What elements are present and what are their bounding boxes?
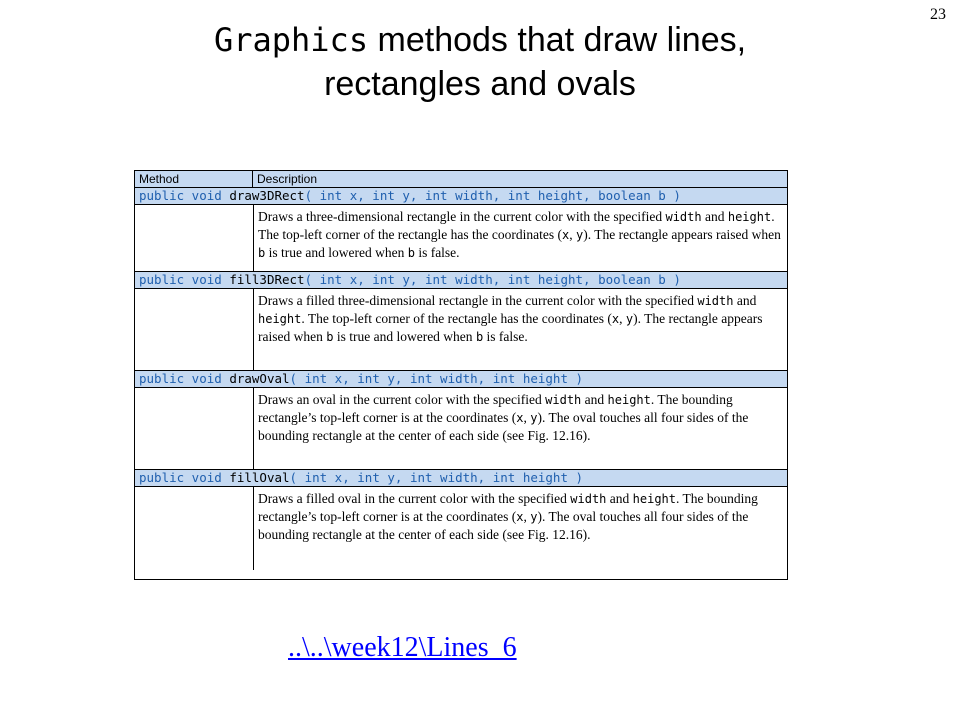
method-signature-row: [135, 470, 787, 487]
title-line-1-text: methods that draw lines,: [368, 21, 747, 59]
empty-method-cell: [135, 388, 254, 469]
desc-code-run: width: [545, 393, 582, 407]
desc-text-run: is true and lowered when: [265, 245, 408, 261]
method-signature-row: [135, 371, 787, 388]
title-line-1: [0, 18, 960, 62]
desc-text-run: Draws a filled oval in the current color with the specified: [258, 491, 571, 506]
desc-code-run: x: [611, 312, 620, 327]
desc-code-run: height: [727, 210, 772, 224]
desc-text-run: is false.: [414, 245, 460, 261]
desc-code-run: height: [258, 312, 302, 327]
signature-prefix: public void: [139, 272, 230, 287]
desc-text-run: ,: [619, 311, 626, 327]
desc-text-run: . The top-left corner of the rectangle has the coordinates (: [258, 209, 775, 243]
desc-code-run: height: [632, 492, 677, 506]
desc-text-run: ). The rectangle appears raised when: [583, 227, 781, 243]
desc-text-run: and: [581, 392, 608, 407]
desc-text-run: and: [701, 209, 728, 224]
description-text: [254, 388, 787, 469]
description-text: [254, 205, 787, 271]
desc-text-run: is true and lowered when: [333, 329, 476, 345]
signature-args: ( int x, int y, int width, int height ): [289, 371, 584, 386]
desc-text-run: ). The rectangle appears raised when: [258, 311, 763, 345]
desc-text-run: and: [733, 293, 757, 308]
title-code-word: Graphics: [213, 21, 369, 59]
desc-text-run: . The bounding rectangle’s top-left corner is at the coordinates (: [258, 392, 733, 426]
empty-method-cell: [135, 289, 254, 370]
table-header: [135, 171, 787, 188]
desc-code-run: width: [697, 294, 734, 308]
signature-prefix: public void: [139, 371, 230, 386]
signature-method-name: fill3DRect: [229, 272, 305, 287]
desc-text-run: ,: [523, 410, 531, 426]
desc-code-run: width: [665, 210, 702, 224]
desc-text-run: ,: [569, 227, 576, 243]
signature-args: ( int x, int y, int width, int height ): [289, 470, 584, 485]
description-text: [254, 487, 787, 570]
description-row: [135, 487, 787, 570]
desc-text-run: is false.: [483, 329, 528, 345]
description-row: [135, 388, 787, 470]
desc-text-run: ,: [523, 509, 531, 525]
header-description: Description: [257, 172, 318, 186]
description-row: [135, 289, 787, 371]
desc-code-run: x: [516, 510, 524, 525]
empty-method-cell: [135, 487, 254, 570]
desc-text-run: Draws a three-dimensional rectangle in the current color with the specified: [258, 209, 666, 224]
desc-code-run: b: [326, 330, 334, 345]
slide-title: [0, 18, 960, 106]
desc-code-run: b: [475, 330, 484, 345]
header-method: Method: [135, 171, 253, 187]
desc-code-run: x: [562, 228, 570, 243]
lines-file-link[interactable]: ..\..\week12\Lines_6: [288, 632, 517, 663]
signature-prefix: public void: [139, 470, 230, 485]
description-text: [254, 289, 787, 370]
desc-text-run: . The top-left corner of the rectangle has the coordinates (: [301, 311, 612, 327]
signature-args: ( int x, int y, int width, int height, boolean b ): [304, 188, 681, 203]
desc-code-run: x: [516, 411, 524, 426]
method-signature-row: [135, 188, 787, 205]
desc-text-run: Draws a filled three-dimensional rectangle in the current color with the specified: [258, 293, 698, 308]
empty-method-cell: [135, 205, 254, 271]
desc-text-run: ). The oval touches all four sides of the bounding rectangle at the center of each side (see Fig. 12.16).: [258, 410, 749, 444]
signature-method-name: drawOval: [229, 371, 290, 386]
desc-code-run: b: [258, 246, 266, 261]
signature-method-name: fillOval: [229, 470, 290, 485]
desc-code-run: y: [530, 411, 538, 426]
signature-args: ( int x, int y, int width, int height, boolean b ): [304, 272, 681, 287]
desc-text-run: ). The oval touches all four sides of the bounding rectangle at the center of each side (see Fig. 12.16).: [258, 509, 749, 543]
desc-text-run: and: [606, 491, 633, 506]
desc-text-run: Draws an oval in the current color with the specified: [258, 392, 546, 407]
desc-code-run: y: [530, 510, 538, 525]
desc-text-run: . The bounding rectangle’s top-left corner is at the coordinates (: [258, 491, 758, 525]
desc-code-run: y: [575, 228, 584, 243]
description-row: [135, 205, 787, 272]
signature-prefix: public void: [139, 188, 230, 203]
desc-code-run: b: [407, 246, 415, 261]
desc-code-run: y: [625, 312, 634, 327]
page-number: 23: [930, 6, 946, 23]
desc-code-run: width: [570, 492, 607, 506]
method-table: [134, 170, 788, 580]
desc-code-run: height: [607, 393, 651, 407]
signature-method-name: draw3DRect: [229, 188, 305, 203]
method-signature-row: [135, 272, 787, 289]
title-line-2: rectangles and ovals: [324, 65, 636, 103]
